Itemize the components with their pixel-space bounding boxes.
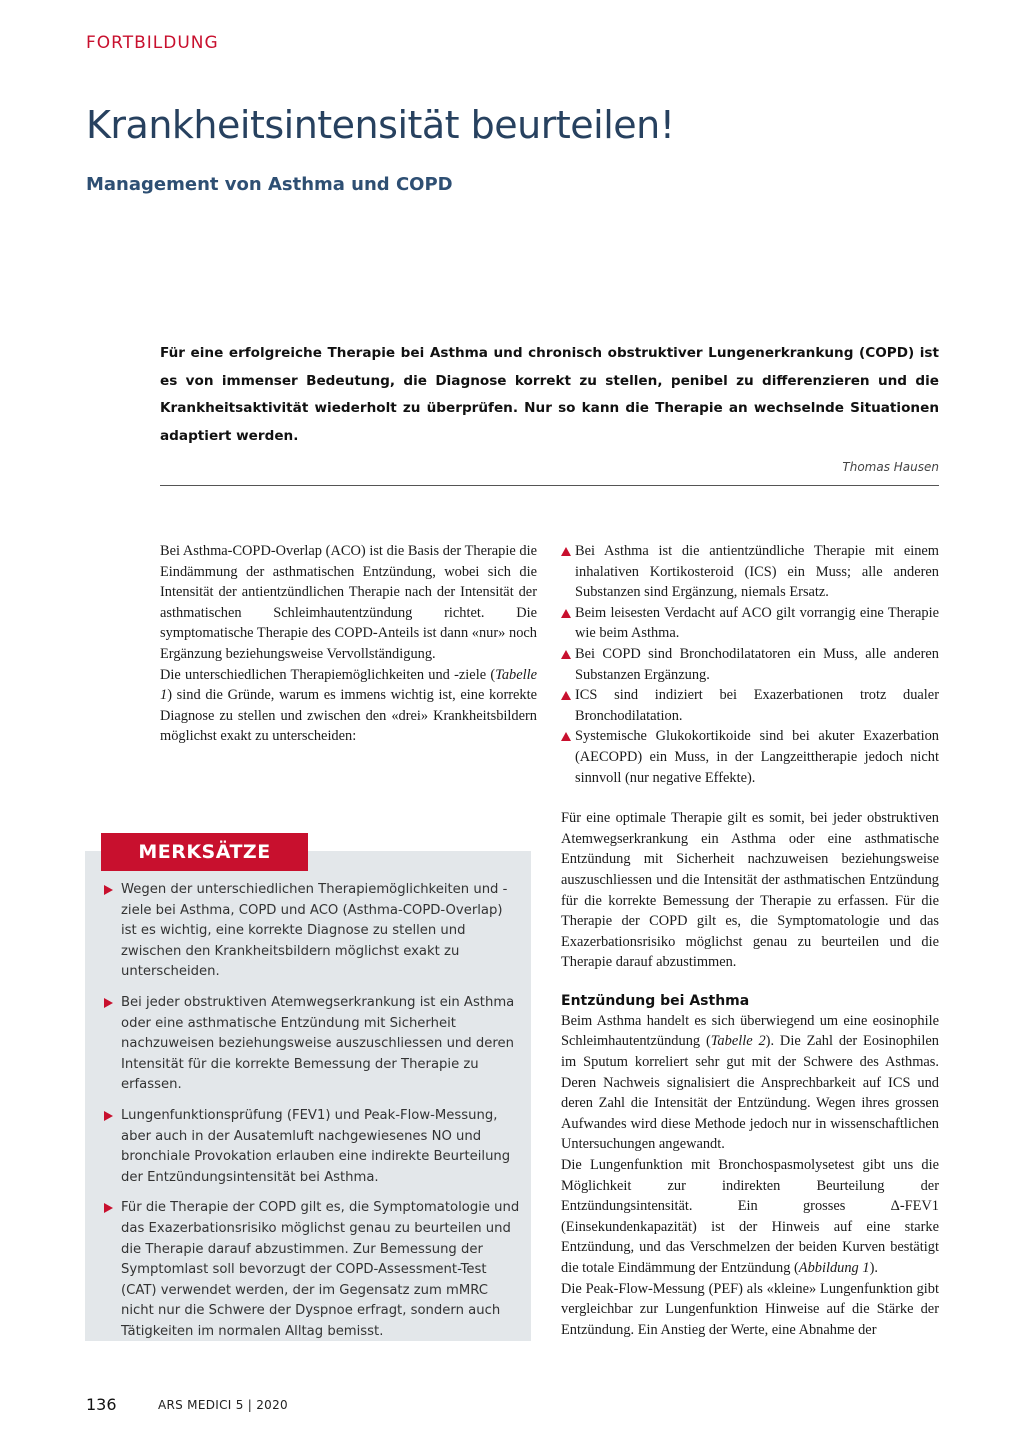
text-span: ). — [869, 1260, 878, 1276]
right-column — [561, 541, 939, 1340]
bullet-item — [561, 644, 939, 685]
merksaetze-item-text: Für die Therapie der COPD gilt es, die Symptomatologie und das Exazerbationsrisiko möglichst genau zu beurteilen und die Therapie darauf abzustimmen. Zur Bemessung der Symptomlast soll bevorzugt der COPD-Assessment-Test (CAT) verwendet werden, der im Gegensatz zum mMRC nicht nur die Schwere der Dyspnoe erfragt, sondern auch Tätigkeiten im normalen Alltag bemisst. — [121, 1200, 520, 1339]
triangle-up-icon — [561, 732, 571, 741]
merksaetze-title: MERKSÄTZE — [101, 833, 308, 871]
section-heading: Entzündung bei Asthma — [561, 992, 750, 1009]
merksaetze-item — [104, 993, 522, 1096]
merksaetze-item-text: Lungenfunktionsprüfung (FEV1) und Peak-Flow-Messung, aber auch in der Ausatemluft nachgewiesenes NO und bronchiale Provokation erlauben eine indirekte Beurteilung der Entzündungsintensität bei Asthma. — [121, 1107, 511, 1185]
bullet-text: Bei Asthma ist die antientzündliche Therapie mit einem inhalativen Kortikosteroid (ICS) ein Muss; alle anderen Substanzen sind Ergänzung, niemals Ersatz. — [575, 543, 939, 601]
text-span: ) sind die Gründe, warum es immens wichtig ist, eine korrekte Diagnose zu stellen und zwischen den «drei» Krankheitsbildern möglichst exakt zu unterscheiden: — [160, 687, 537, 745]
text-span: ). Die Zahl der Eosinophilen im Sputum korreliert sehr gut mit der Schwere des Asthmas. Deren Nachweis signalisiert die Ansprechbarkeit auf ICS und deren Zahl die Intensität der Entzündung. Wegen ihres grossen Aufwandes wird diese Methode jedoch nur in wissenschaftlichen Untersuchungen angewandt. — [561, 1033, 940, 1153]
merksaetze-item-text: Bei jeder obstruktiven Atemwegserkrankung ist ein Asthma oder eine asthmatische Entzündung mit Sicherheit nachzuweisen beziehungsweise auszuschliessen und deren Intensität für die korrekte Bemessung der Therapie zu erfassen. — [121, 994, 515, 1093]
merksaetze-item-text: Wegen der unterschiedlichen Therapiemöglichkeiten und -ziele bei Asthma, COPD und ACO (Asthma-COPD-Overlap) ist es wichtig, eine korrekte Diagnose zu stellen und zwischen den Krankheitsbildern möglichst exakt zu unterscheiden. — [121, 882, 508, 980]
merksaetze-list — [104, 880, 522, 1352]
merksaetze-item — [104, 1198, 522, 1342]
lead-paragraph: Für eine erfolgreiche Therapie bei Asthma und chronisch obstruktiver Lungenerkrankung (COPD) ist es von immenser Bedeutung, die Diagnose korrekt zu stellen, penibel zu differenzieren und die Krankheitsaktivität wiederholt zu überprüfen. Nur so kann die Therapie an wechselnde Situationen adaptiert werden. — [160, 345, 939, 444]
play-icon — [104, 1203, 113, 1213]
right-paragraph-2 — [561, 1011, 939, 1155]
right-paragraph-1: Für eine optimale Therapie gilt es somit, bei jeder obstruktiven Atemwegserkrankung ein Asthma oder eine asthmatische Entzündung mit Sicherheit nachzuweisen beziehungsweise auszuschliessen und die Intensität der asthmatischen Entzündung für die korrekte Bemessung der Therapie zu erfassen. Für die Therapie der COPD gilt es, die Symptomatologie und das Exazerbationsrisiko möglichst genau zu beurteilen und die Therapie darauf abzustimmen. — [561, 810, 939, 971]
merksaetze-item — [104, 1106, 522, 1188]
merksaetze-item — [104, 880, 522, 983]
bullet-item — [561, 541, 939, 603]
triangle-up-icon — [561, 650, 571, 659]
article-title: Krankheitsintensität beurteilen! — [86, 103, 675, 147]
left-column — [160, 541, 537, 747]
bullet-text: Systemische Glukokortikoide sind bei akuter Exazerbation (AECOPD) ein Muss, in der Langzeittherapie jedoch nicht sinnvoll (nur negative Effekte). — [575, 728, 939, 786]
bullet-item — [561, 685, 939, 726]
text-span: Die Lungenfunktion mit Bronchospasmolysetest gibt uns die Möglichkeit zur indirekten Beurteilung der Entzündungsintensität. Ein grosses Δ-FEV1 (Einsekundenkapazität) ist der Hinweis auf eine starke Entzündung, und das Verschmelzen der beiden Kurven bestätigt die totale Eindämmung der Entzündung ( — [561, 1157, 939, 1276]
author-name: Thomas Hausen — [842, 460, 939, 474]
figure-reference: Abbildung 1 — [798, 1260, 870, 1276]
bullet-list — [561, 541, 939, 788]
bullet-item — [561, 726, 939, 788]
triangle-up-icon — [561, 547, 571, 556]
bullet-item — [561, 603, 939, 644]
table-reference: Tabelle 2 — [710, 1033, 766, 1050]
table-reference: Tabelle 1 — [160, 666, 537, 704]
right-paragraph-4: Die Peak-Flow-Messung (PEF) als «kleine» Lungenfunktion gibt vergleichbar zur Lungenfunktion Hinweise auf die Stärke der Entzündung. Ein Anstieg der Werte, eine Abnahme der — [561, 1280, 939, 1338]
triangle-up-icon — [561, 609, 571, 618]
article-subtitle: Management von Asthma und COPD — [86, 174, 453, 195]
divider — [160, 485, 939, 486]
bullet-text: ICS sind indiziert bei Exazerbationen trotz dualer Bronchodilatation. — [575, 687, 939, 724]
journal-name: ARS MEDICI 5 | 2020 — [158, 1398, 288, 1412]
triangle-up-icon — [561, 691, 571, 700]
play-icon — [104, 998, 113, 1008]
page-number: 136 — [86, 1395, 117, 1414]
right-paragraph-3 — [561, 1155, 939, 1279]
left-paragraph-2 — [160, 665, 537, 747]
text-span: Die unterschiedlichen Therapiemöglichkeiten und -ziele ( — [160, 666, 496, 683]
text-span: Beim Asthma handelt es sich überwiegend um eine eosinophile Schleimhautentzündung ( — [561, 1012, 939, 1050]
left-paragraph-1: Bei Asthma-COPD-Overlap (ACO) ist die Basis der Therapie die Eindämmung der asthmatischen Entzündung, wobei sich die Intensität der antientzündlichen Therapie nach der Intensität der asthmatischen Schleimhautentzündung richtet. Die symptomatische Therapie des COPD-Anteils ist dann «nur» noch Ergänzung beziehungsweise Vervollständigung. — [160, 543, 537, 662]
section-label: FORTBILDUNG — [86, 33, 219, 53]
bullet-text: Beim leisesten Verdacht auf ACO gilt vorrangig eine Therapie wie beim Asthma. — [575, 604, 939, 642]
play-icon — [104, 885, 113, 895]
bullet-text: Bei COPD sind Bronchodilatatoren ein Muss, alle anderen Substanzen Ergänzung. — [575, 645, 939, 683]
play-icon — [104, 1111, 113, 1121]
